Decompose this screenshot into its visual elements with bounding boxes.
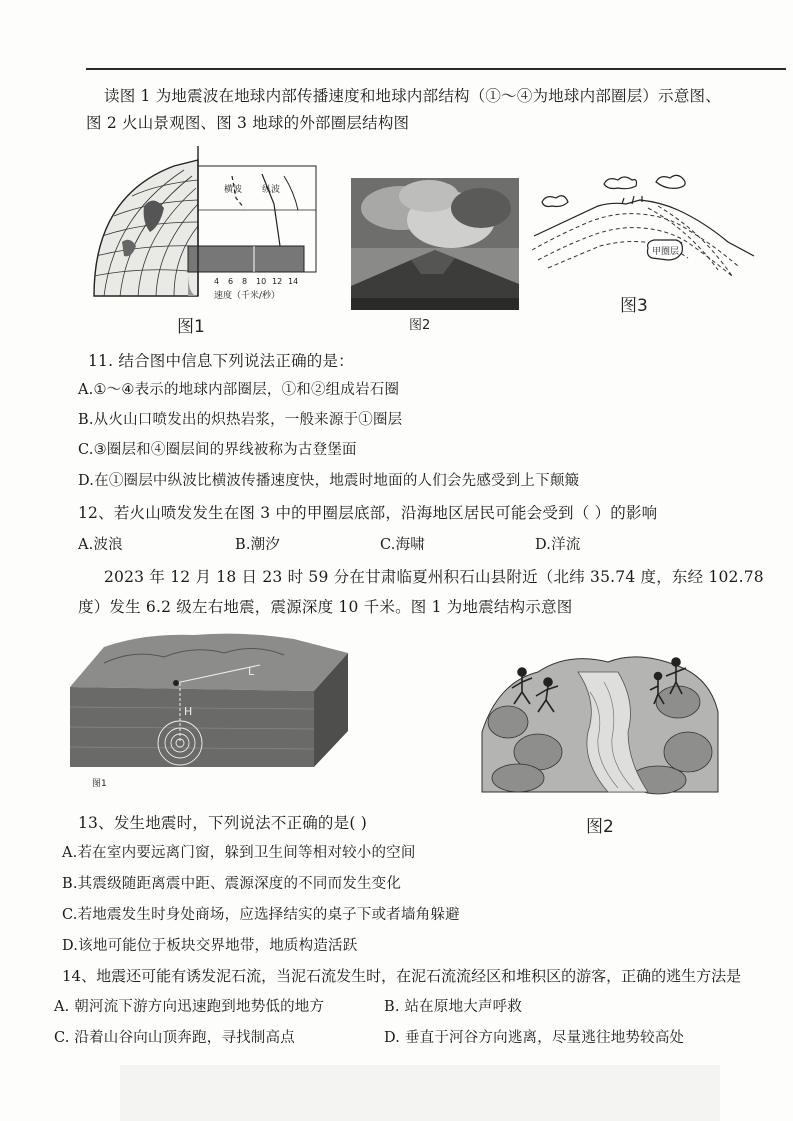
q11-option-a: A.①～④表示的地球内部圈层，①和②组成岩石圈: [78, 382, 400, 398]
fig1-label-primary: 纵波: [262, 185, 281, 195]
fig1-tick-0: 4: [214, 277, 220, 286]
q11-option-d: D.在①圈层中纵波比横波传播速度快，地震时地面的人们会先感受到上下颠簸: [78, 473, 580, 489]
fig-eq-label-L: L: [248, 665, 255, 678]
q12-option-d: D.洋流: [535, 537, 581, 553]
q13-option-b: B.其震级随距离震中距、震源深度的不同而发生变化: [62, 876, 402, 892]
q13-option-d: D.该地可能位于板块交界地带，地质构造活跃: [62, 938, 358, 954]
fig1-axis-label: 速度（千米/秒）: [214, 291, 281, 301]
figure-earthquake-structure: [64, 627, 354, 773]
figure-mudslide-illustration: [478, 642, 722, 802]
q13-option-a: A.若在室内要远离门窗，躲到卫生间等相对较小的空间: [62, 845, 416, 861]
fig1-tick-5: 14: [288, 277, 299, 286]
q12-stem: 12、若火山喷发发生在图 3 中的甲圈层底部，沿海地区居民可能会受到（ ）的影响: [78, 504, 658, 522]
q12-option-b: B.潮汐: [235, 537, 281, 553]
fig-eq-label-H: H: [184, 705, 193, 718]
fig1-tick-3: 10: [256, 277, 267, 286]
q13-option-c: C.若地震发生时身处商场，应选择结实的桌子下或者墙角躲避: [62, 907, 460, 923]
fig-eq-caption: 图1: [92, 779, 107, 789]
passage-line-1: 2023 年 12 月 18 日 23 时 59 分在甘肃临夏州积石山县附近（北纬 35.74 度，东经 102.78: [104, 568, 764, 586]
q14-option-b: B. 站在原地大声呼救: [384, 999, 523, 1015]
intro-line-2: 图 2 火山景观图、图 3 地球的外部圈层结构图: [86, 114, 410, 132]
q11-stem: 11. 结合图中信息下列说法正确的是：: [88, 352, 354, 370]
q13-stem: 13、发生地震时，下列说法不正确的是( ): [78, 814, 367, 832]
fig3-label-jia: 甲圈层: [652, 247, 680, 257]
q14-option-a: A. 朝河流下游方向迅速跑到地势低的地方: [54, 999, 325, 1015]
fig3-caption: 图3: [620, 296, 648, 316]
fig1-tick-1: 6: [228, 277, 234, 286]
figure1-earth-interior: [84, 146, 332, 306]
q11-option-b: B.从火山口喷发出的炽热岩浆，一般来源于①圈层: [78, 412, 403, 428]
q14-stem: 14、地震还可能有诱发泥石流，当泥石流发生时，在泥石流流经区和堆积区的游客，正确的逃生方法是: [62, 967, 742, 985]
q12-option-c: C.海啸: [380, 537, 425, 553]
q11-option-c: C.③圈层和④圈层间的界线被称为古登堡面: [78, 442, 357, 458]
fig1-tick-2: 8: [242, 277, 248, 286]
fig1-caption: 图1: [177, 317, 205, 337]
q14-option-d: D. 垂直于河谷方向逃离，尽量逃往地势较高处: [384, 1030, 685, 1046]
figure3-external-spheres: [528, 172, 760, 288]
q12-option-a: A.波浪: [78, 537, 123, 553]
fig1-tick-4: 12: [272, 277, 283, 286]
fig-mudslide-caption: 图2: [586, 817, 614, 837]
fig2-caption: 图2: [409, 318, 431, 333]
footer-scan-band: [120, 1065, 720, 1121]
top-rule: [86, 68, 786, 70]
figure2-volcano-photo: [351, 178, 519, 310]
q14-option-c: C. 沿着山谷向山顶奔跑，寻找制高点: [54, 1030, 295, 1046]
fig1-label-shear: 横波: [224, 185, 243, 195]
passage-line-2: 度）发生 6.2 级左右地震，震源深度 10 千米。图 1 为地震结构示意图: [78, 598, 573, 616]
intro-line-1: 读图 1 为地震波在地球内部传播速度和地球内部结构（①～④为地球内部圈层）示意图、: [104, 87, 721, 105]
